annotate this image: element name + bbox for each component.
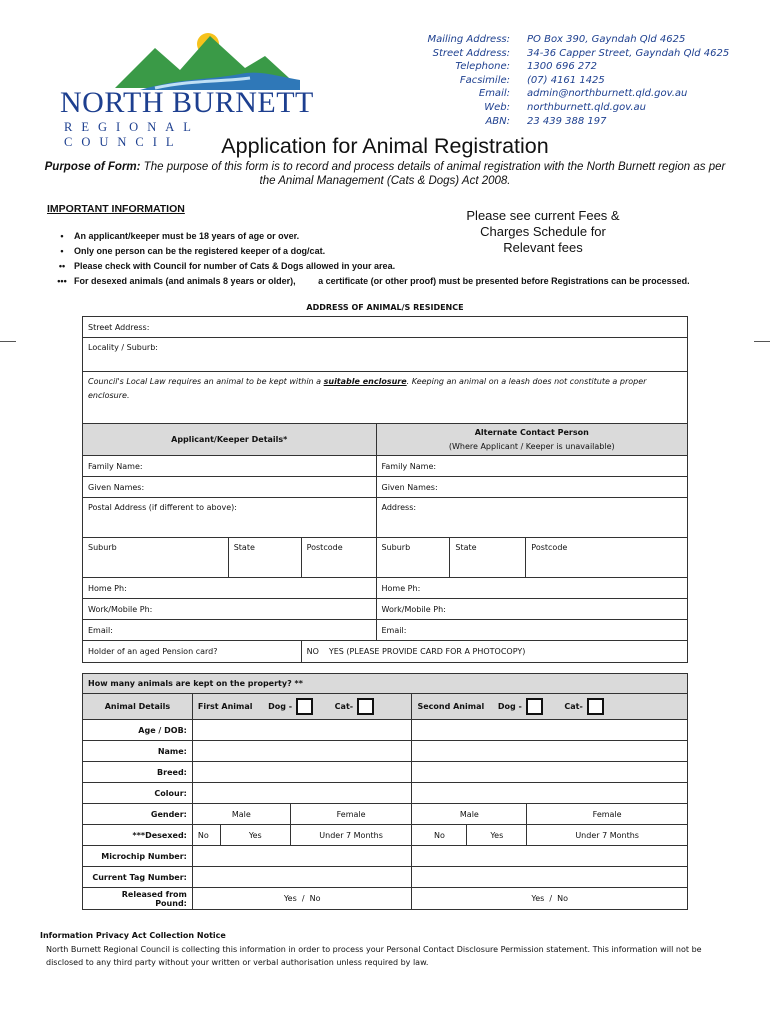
list-item: •• Please check with Council for number of Cats & Dogs allowed in your area.: [58, 261, 396, 271]
contact-label: ABN:: [485, 115, 510, 127]
contact-label: Street Address:: [432, 47, 510, 59]
privacy-heading: Information Privacy Act Collection Notice: [40, 931, 226, 940]
second-microchip-field[interactable]: [412, 846, 688, 867]
pension-no-option[interactable]: NO: [306, 647, 319, 656]
first-female-option[interactable]: Female: [290, 804, 412, 825]
purpose-label: Purpose of Form:: [44, 161, 141, 173]
first-age-field[interactable]: [192, 720, 412, 741]
first-dog-checkbox[interactable]: [296, 698, 313, 715]
second-colour-field[interactable]: [412, 783, 688, 804]
first-animal-heading: First Animal Dog - Cat-: [192, 694, 412, 720]
list-item: ••• For desexed animals (and animals 8 years or older), a certificate (or other proof) must be presented before Registrations can be processed.: [57, 276, 690, 286]
local-law-note: Council's Local Law requires an animal to be kept within a suitable enclosure. Keeping an animal on a leash does not constitute a proper enclosure.: [83, 372, 688, 424]
breed-label: Breed:: [83, 762, 193, 783]
tag-label: Current Tag Number:: [83, 867, 193, 888]
alt-given-names-field[interactable]: Given Names:: [376, 477, 688, 498]
second-dog-checkbox[interactable]: [526, 698, 543, 715]
facsimile: (07) 4161 1425: [527, 74, 605, 86]
suitable-enclosure-link[interactable]: suitable enclosure: [323, 377, 407, 386]
first-microchip-field[interactable]: [192, 846, 412, 867]
list-item: • Only one person can be the registered keeper of a dog/cat.: [60, 246, 326, 256]
second-under7-option[interactable]: Under 7 Months: [527, 825, 688, 846]
first-colour-field[interactable]: [192, 783, 412, 804]
locality-field[interactable]: Locality / Suburb:: [83, 338, 688, 372]
purpose-text: The purpose of this form is to record and process details of animal registration with the North Burnett region as per the Animal Management (Cats & Dogs) Act 2008.: [140, 161, 726, 187]
contact-label: Email:: [478, 88, 510, 100]
residence-table: [82, 316, 688, 424]
first-under7-option[interactable]: Under 7 Months: [290, 825, 412, 846]
microchip-label: Microchip Number:: [83, 846, 193, 867]
postal-address-field[interactable]: Postal Address (if different to above):: [83, 498, 377, 538]
alt-contact-heading: Alternate Contact Person (Where Applicant / Keeper is unavailable): [376, 424, 688, 456]
street-address: 34-36 Capper Street, Gayndah Qld 4625: [527, 47, 730, 59]
pound-label: Released from Pound:: [83, 888, 193, 910]
residence-heading: ADDRESS OF ANIMAL/S RESIDENCE: [306, 303, 464, 312]
alt-email-field[interactable]: Email:: [376, 620, 688, 641]
age-label: Age / DOB:: [83, 720, 193, 741]
telephone: 1300 696 272: [527, 61, 597, 73]
first-pound-option[interactable]: Yes / No: [192, 888, 412, 910]
alt-suburb-field[interactable]: Suburb: [376, 538, 450, 578]
second-desexed-yes[interactable]: Yes: [467, 825, 527, 846]
privacy-text: North Burnett Regional Council is collecting this information in order to process your Personal Contact Disclosure Permission statement. This information will not be disclosed to any third party without your written or verbal authorisation unless required by law.: [46, 945, 702, 967]
second-breed-field[interactable]: [412, 762, 688, 783]
family-name-field[interactable]: Family Name:: [83, 456, 377, 477]
contact-values: [527, 33, 757, 128]
alt-home-ph-field[interactable]: Home Ph:: [376, 578, 688, 599]
second-name-field[interactable]: [412, 741, 688, 762]
applicant-table: [82, 423, 688, 663]
council-logo: [60, 28, 330, 149]
home-ph-field[interactable]: Home Ph:: [83, 578, 377, 599]
given-names-field[interactable]: Given Names:: [83, 477, 377, 498]
contact-label: Mailing Address:: [427, 34, 510, 45]
pension-question: Holder of an aged Pension card?: [83, 641, 302, 663]
margin-mark: [754, 341, 770, 342]
logo-name: NORTH BURNETT: [60, 86, 314, 119]
alt-postcode-field[interactable]: Postcode: [526, 538, 688, 578]
alt-state-field[interactable]: State: [450, 538, 526, 578]
animal-details-heading: Animal Details: [83, 694, 193, 720]
first-name-field[interactable]: [192, 741, 412, 762]
abn: 23 439 388 197: [527, 115, 607, 127]
work-ph-field[interactable]: Work/Mobile Ph:: [83, 599, 377, 620]
first-desexed-yes[interactable]: Yes: [220, 825, 290, 846]
pension-options: [301, 641, 687, 663]
first-breed-field[interactable]: [192, 762, 412, 783]
fees-line: Relevant fees: [503, 240, 583, 255]
desexed-label: ***Desexed:: [83, 825, 193, 846]
first-desexed-no[interactable]: No: [192, 825, 220, 846]
street-address-field[interactable]: Street Address:: [83, 317, 688, 338]
second-female-option[interactable]: Female: [527, 804, 688, 825]
gender-label: Gender:: [83, 804, 193, 825]
second-pound-option[interactable]: Yes / No: [412, 888, 688, 910]
bullet-list: [50, 229, 740, 289]
alt-family-name-field[interactable]: Family Name:: [376, 456, 688, 477]
contact-label: Facsimile:: [459, 74, 510, 86]
contact-label: Web:: [484, 101, 510, 113]
state-field[interactable]: State: [228, 538, 301, 578]
second-male-option[interactable]: Male: [412, 804, 527, 825]
alt-address-field[interactable]: Address:: [376, 498, 688, 538]
second-cat-checkbox[interactable]: [587, 698, 604, 715]
second-desexed-no[interactable]: No: [412, 825, 467, 846]
second-animal-heading: Second Animal Dog - Cat-: [412, 694, 688, 720]
form-title: Application for Animal Registration: [221, 134, 549, 158]
list-item: • An applicant/keeper must be 18 years of age or over.: [60, 231, 300, 241]
second-age-field[interactable]: [412, 720, 688, 741]
postcode-field[interactable]: Postcode: [301, 538, 376, 578]
web-link[interactable]: northburnett.qld.gov.au: [527, 101, 646, 113]
contact-label: Telephone:: [455, 61, 510, 73]
margin-mark: [0, 341, 16, 342]
second-tag-field[interactable]: [412, 867, 688, 888]
email-field[interactable]: Email:: [83, 620, 377, 641]
first-cat-checkbox[interactable]: [357, 698, 374, 715]
first-tag-field[interactable]: [192, 867, 412, 888]
mailing-address: PO Box 390, Gayndah Qld 4625: [527, 34, 686, 45]
suburb-field[interactable]: Suburb: [83, 538, 229, 578]
logo-subname: REGIONAL COUNCIL: [64, 120, 200, 149]
contact-labels: [380, 33, 510, 128]
how-many-animals: How many animals are kept on the property? **: [83, 674, 688, 694]
colour-label: Colour:: [83, 783, 193, 804]
animals-table: [82, 673, 688, 910]
fees-line: Charges Schedule for: [480, 224, 606, 239]
applicant-heading: Applicant/Keeper Details*: [83, 424, 377, 456]
purpose: [40, 160, 730, 188]
important-heading: IMPORTANT INFORMATION: [47, 203, 185, 215]
fees-line: Please see current Fees &: [466, 208, 620, 223]
alt-work-ph-field[interactable]: Work/Mobile Ph:: [376, 599, 688, 620]
first-male-option[interactable]: Male: [192, 804, 290, 825]
pension-yes-option[interactable]: YES (PLEASE PROVIDE CARD FOR A PHOTOCOPY): [328, 647, 526, 656]
email-link[interactable]: admin@northburnett.qld.gov.au: [527, 88, 688, 100]
name-label: Name:: [83, 741, 193, 762]
